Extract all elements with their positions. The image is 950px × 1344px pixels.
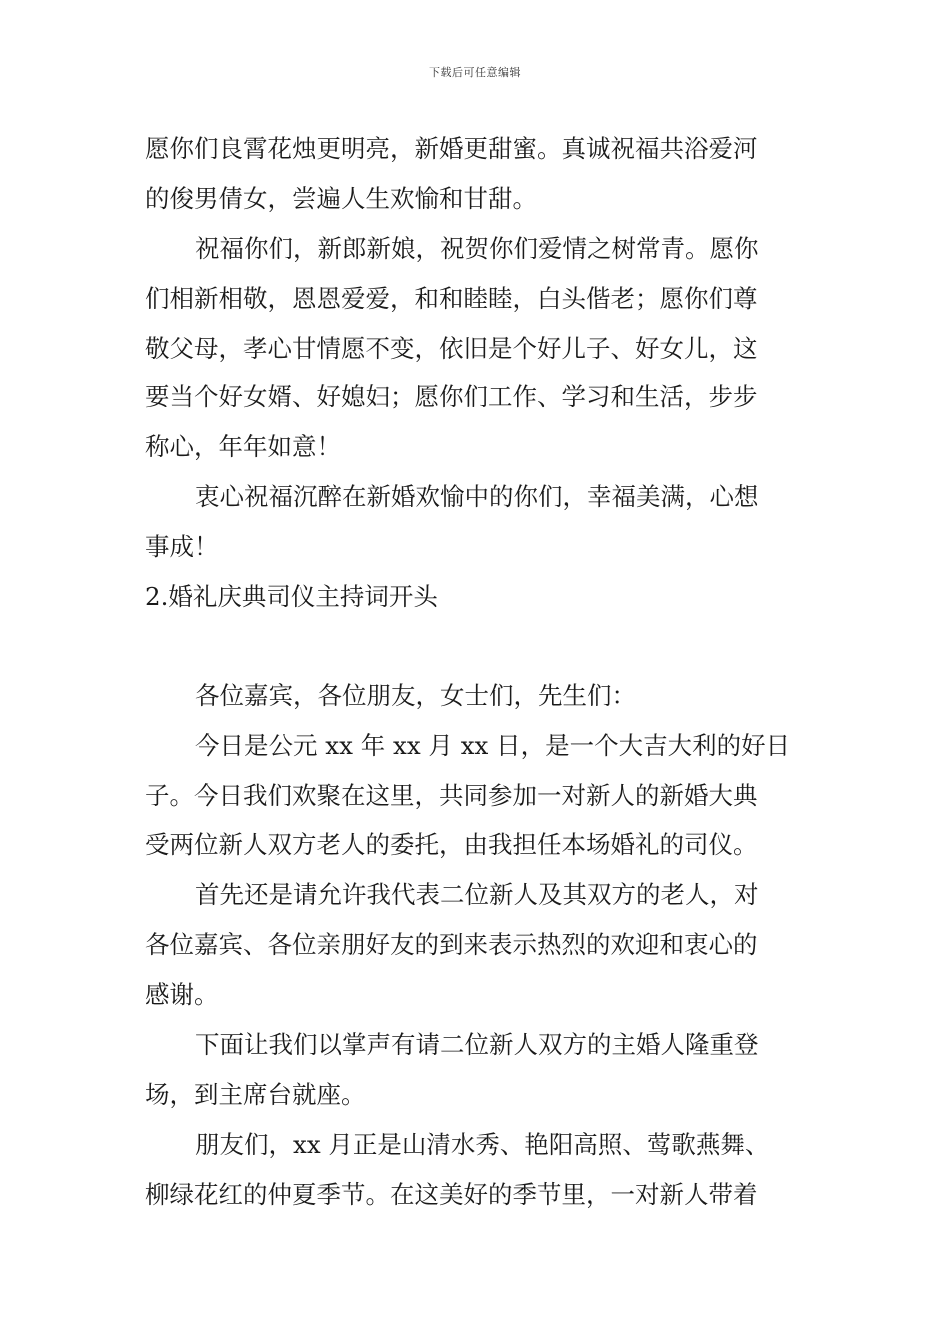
page-header: 下载后可任意编辑 bbox=[429, 66, 521, 79]
text-line: 各位嘉宾，各位朋友，女士们，先生们： bbox=[195, 681, 636, 710]
text-line: 称心，年年如意！ bbox=[145, 432, 341, 461]
text-line: 事成！ bbox=[145, 532, 219, 561]
text-line: 愿你们良霄花烛更明亮，新婚更甜蜜。真诚祝福共浴爱河 bbox=[145, 134, 758, 163]
text-line: 要当个好女婿、好媳妇；愿你们工作、学习和生活，步步 bbox=[145, 382, 758, 411]
text-line: 今日是公元 xx 年 xx 月 xx 日，是一个大吉大利的好日 bbox=[195, 731, 791, 760]
text-line: 衷心祝福沉醉在新婚欢愉中的你们，幸福美满，心想 bbox=[195, 482, 759, 511]
text-line: 祝福你们，新郎新娘，祝贺你们爱情之树常青。愿你 bbox=[195, 234, 759, 263]
section-heading: 2.婚礼庆典司仪主持词开头 bbox=[145, 582, 438, 611]
text-line: 各位嘉宾、各位亲朋好友的到来表示热烈的欢迎和衷心的 bbox=[145, 930, 758, 959]
text-line: 下面让我们以掌声有请二位新人双方的主婚人隆重登 bbox=[195, 1030, 759, 1059]
text-line: 首先还是请允许我代表二位新人及其双方的老人，对 bbox=[195, 880, 759, 909]
text-line: 们相新相敬，恩恩爱爱，和和睦睦，白头偕老；愿你们尊 bbox=[145, 284, 758, 313]
text-line: 柳绿花红的仲夏季节。在这美好的季节里，一对新人带着 bbox=[145, 1180, 758, 1209]
text-line: 朋友们，xx 月正是山清水秀、艳阳高照、莺歌燕舞、 bbox=[195, 1130, 770, 1159]
text-line: 受两位新人双方老人的委托，由我担任本场婚礼的司仪。 bbox=[145, 830, 758, 859]
text-line: 子。今日我们欢聚在这里，共同参加一对新人的新婚大典 bbox=[145, 781, 758, 810]
text-line: 场，到主席台就座。 bbox=[145, 1080, 366, 1109]
text-line: 的俊男倩女，尝遍人生欢愉和甘甜。 bbox=[145, 184, 537, 213]
text-line: 敬父母，孝心甘情愿不变，依旧是个好儿子、好女儿，这 bbox=[145, 334, 758, 363]
text-line: 感谢。 bbox=[145, 980, 219, 1009]
